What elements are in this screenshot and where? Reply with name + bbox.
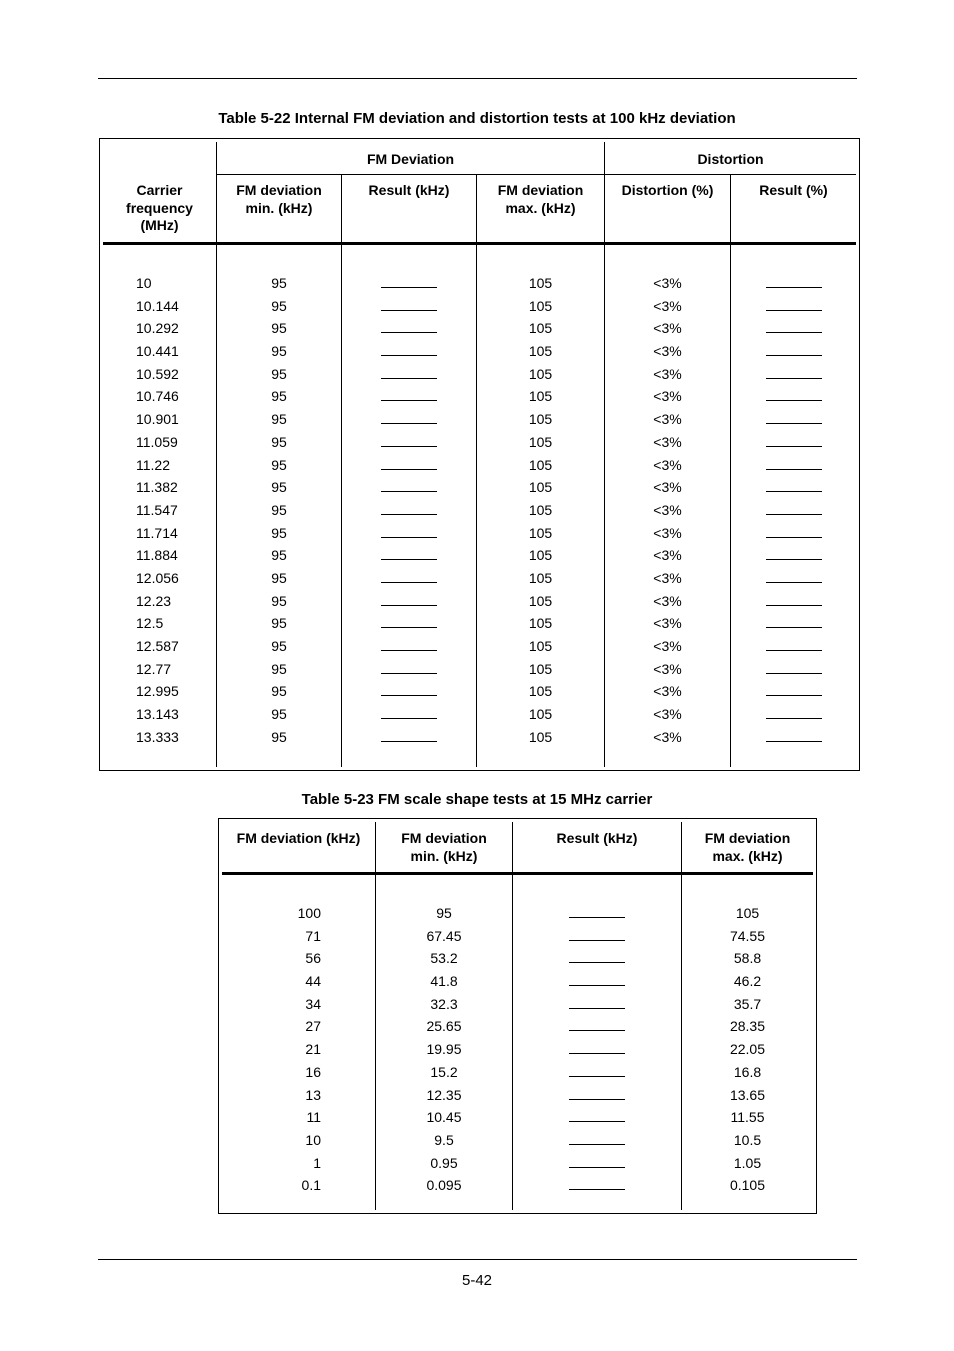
result-blank-line	[569, 1107, 625, 1122]
result-entry[interactable]	[513, 1038, 681, 1061]
dev-max-cell: 105	[528, 479, 553, 496]
result-pct-entry[interactable]	[731, 363, 856, 386]
result-blank-line	[381, 341, 437, 356]
result-pct-entry[interactable]	[731, 317, 856, 340]
dev-max-cell: 46.2	[733, 973, 762, 990]
result-khz-entry[interactable]	[342, 272, 476, 295]
result-blank-line	[766, 659, 822, 674]
result-pct-entry[interactable]	[731, 726, 856, 749]
result-pct-entry[interactable]	[731, 272, 856, 295]
result-entry[interactable]	[513, 947, 681, 970]
distortion-header-cell	[605, 175, 731, 243]
result-entry[interactable]	[513, 1061, 681, 1084]
dev-max-cell: 105	[528, 706, 553, 723]
dev-max-cell: 105	[528, 547, 553, 564]
dev-max-cell: 105	[528, 569, 553, 586]
carrier-frequency-cell: 12.5	[136, 615, 164, 632]
carrier-frequency-cell: 10.901	[136, 411, 179, 428]
result-khz-entry[interactable]	[342, 476, 476, 499]
carrier-frequency-cell: 11.884	[136, 547, 178, 564]
dev-max-cell: 105	[528, 592, 553, 609]
carrier-frequency-cell: 11.22	[136, 456, 170, 473]
result-blank-line	[569, 1085, 625, 1100]
dev-max-cell: 10.5	[733, 1131, 762, 1148]
result-khz-entry[interactable]	[342, 658, 476, 681]
dev-max-header: FM deviation max. (kHz)	[497, 182, 584, 216]
result-pct-entry[interactable]	[731, 544, 856, 567]
distortion-limit-cell: <3%	[653, 297, 682, 314]
result-khz-entry[interactable]	[342, 385, 476, 408]
result-khz-entry[interactable]	[342, 295, 476, 318]
result-entry[interactable]	[513, 1129, 681, 1152]
result-blank-line	[766, 455, 822, 470]
distortion-limit-cell: <3%	[653, 524, 682, 541]
result-pct-entry[interactable]	[731, 590, 856, 613]
carrier-frequency-cell: 13.333	[136, 728, 179, 745]
result-blank-line	[766, 500, 822, 515]
dev-min-cell: 95	[436, 905, 452, 921]
t23-min-header: FM deviation min. (kHz)	[401, 830, 487, 864]
result-entry[interactable]	[513, 925, 681, 948]
dev-min-cell: 0.95	[430, 1154, 458, 1171]
result-blank-line	[766, 296, 822, 311]
result-khz-entry[interactable]	[342, 544, 476, 567]
result-pct-entry[interactable]	[731, 680, 856, 703]
dev-min-cell: 95	[271, 728, 287, 745]
result-entry[interactable]	[513, 1106, 681, 1129]
dev-max-cell: 11.55	[730, 1109, 765, 1126]
dev-max-cell: 105	[528, 683, 553, 700]
result-blank-line	[381, 523, 437, 538]
dev-min-cell: 95	[271, 479, 287, 496]
result-blank-line	[381, 296, 437, 311]
result-blank-line	[766, 636, 822, 651]
result-blank-line	[569, 1175, 625, 1190]
result-blank-line	[766, 432, 822, 447]
dev-min-cell: 95	[271, 638, 287, 654]
result-blank-line	[381, 681, 437, 696]
result-blank-line	[381, 364, 437, 379]
dev-max-header-cell	[477, 175, 605, 243]
result-blank-line	[569, 948, 625, 963]
result-khz-entry[interactable]	[342, 680, 476, 703]
result-blank-line	[381, 432, 437, 447]
result-pct-header: Result (%)	[759, 182, 828, 198]
dev-min-cell: 95	[271, 683, 287, 700]
dev-max-cell: 105	[528, 456, 553, 473]
result-blank-line	[569, 1016, 625, 1031]
dev-max-cell: 105	[528, 388, 553, 405]
dev-min-header-cell	[217, 175, 342, 243]
t23-dev-header-cell	[222, 822, 376, 873]
header-rule	[98, 78, 857, 79]
dev-min-cell: 95	[271, 569, 287, 586]
carrier-frequency-cell: 10.592	[136, 365, 179, 382]
dev-min-cell: 95	[271, 388, 287, 405]
dev-max-cell: 1.05	[733, 1154, 762, 1171]
carrier-frequency-cell: 12.587	[136, 638, 179, 654]
result-khz-header-cell	[342, 175, 477, 243]
distortion-limit-cell: <3%	[653, 411, 682, 428]
dev-min-cell: 95	[271, 524, 287, 541]
result-khz-column	[342, 243, 477, 767]
dev-max-cell: 16.8	[733, 1063, 762, 1080]
fm-deviation-cell: 0.1	[301, 1177, 321, 1194]
result-entry[interactable]	[513, 970, 681, 993]
dev-min-cell: 95	[271, 456, 287, 473]
result-blank-line	[381, 636, 437, 651]
result-blank-line	[569, 903, 625, 918]
carrier-frequency-cell: 11.714	[136, 524, 178, 541]
dev-min-cell: 95	[271, 365, 287, 382]
result-pct-header-cell	[731, 175, 856, 243]
result-khz-entry[interactable]	[342, 612, 476, 635]
dev-min-cell: 95	[271, 615, 287, 632]
distortion-limit-cell: <3%	[653, 433, 682, 450]
dev-max-column	[477, 243, 605, 767]
result-khz-entry[interactable]	[342, 567, 476, 590]
t23-max-header: FM deviation max. (kHz)	[704, 830, 791, 864]
distortion-limit-cell: <3%	[653, 706, 682, 723]
result-blank-line	[381, 477, 437, 492]
dev-min-cell: 32.3	[430, 995, 458, 1012]
result-blank-line	[766, 591, 822, 606]
dev-max-cell: 35.7	[733, 995, 762, 1012]
fm-deviation-cell: 11	[306, 1109, 321, 1126]
result-blank-line	[569, 1039, 625, 1054]
result-pct-entry[interactable]	[731, 522, 856, 545]
result-entry[interactable]	[513, 1152, 681, 1175]
result-entry[interactable]	[513, 902, 681, 925]
result-blank-line	[381, 455, 437, 470]
distortion-limit-cell: <3%	[653, 569, 682, 586]
result-blank-line	[766, 273, 822, 288]
carrier-frequency-cell: 10.441	[136, 343, 179, 360]
distortion-limit-cell: <3%	[653, 320, 682, 337]
fm-deviation-cell: 1	[313, 1154, 321, 1171]
carrier-frequency-cell: 12.056	[136, 569, 179, 586]
distortion-limit-cell: <3%	[653, 592, 682, 609]
result-entry[interactable]	[513, 1015, 681, 1038]
carrier-frequency-cell: 10.746	[136, 388, 179, 405]
result-blank-line	[766, 613, 822, 628]
carrier-header: Carrier frequency (MHz)	[126, 182, 193, 233]
result-blank-line	[766, 727, 822, 742]
dev-min-cell: 95	[271, 343, 287, 360]
result-pct-entry[interactable]	[731, 635, 856, 658]
result-pct-entry[interactable]	[731, 295, 856, 318]
dev-min-cell: 95	[271, 297, 287, 314]
result-khz-entry[interactable]	[342, 317, 476, 340]
distortion-limit-cell: <3%	[653, 479, 682, 496]
dev-max-cell: 0.105	[729, 1177, 766, 1194]
carrier-frequency-cell: 11.059	[136, 433, 178, 450]
result-khz-entry[interactable]	[342, 408, 476, 431]
fm-deviation-cell: 44	[305, 973, 321, 990]
distortion-limit-cell: <3%	[653, 638, 682, 654]
dev-max-cell: 105	[528, 411, 553, 428]
result-khz-header: Result (kHz)	[368, 182, 450, 198]
result-blank-line	[569, 1130, 625, 1145]
dev-min-column	[217, 243, 342, 767]
result-pct-entry[interactable]	[731, 612, 856, 635]
dev-max-cell: 105	[528, 343, 553, 360]
result-blank-line	[381, 318, 437, 333]
fm-deviation-cell: 56	[305, 950, 321, 967]
result-blank-line	[766, 318, 822, 333]
distortion-limit-cell: <3%	[653, 456, 682, 473]
result-pct-entry[interactable]	[731, 658, 856, 681]
dev-max-cell: 105	[528, 433, 553, 450]
result-blank-line	[569, 1153, 625, 1168]
t23-result-header: Result (kHz)	[556, 830, 638, 846]
dev-max-cell: 105	[528, 638, 553, 654]
result-blank-line	[569, 1062, 625, 1077]
distortion-limit-cell: <3%	[653, 343, 682, 360]
result-blank-line	[766, 681, 822, 696]
result-blank-line	[766, 386, 822, 401]
dev-min-cell: 12.35	[426, 1086, 462, 1103]
result-pct-entry[interactable]	[731, 385, 856, 408]
result-khz-entry[interactable]	[342, 363, 476, 386]
result-blank-line	[766, 409, 822, 424]
carrier-frequency-cell: 10.144	[136, 297, 179, 314]
carrier-frequency-cell: 11.547	[136, 501, 178, 518]
dev-max-cell: 105	[528, 501, 553, 518]
fm-deviation-cell: 21	[305, 1041, 321, 1058]
distortion-column	[605, 243, 731, 767]
fm-deviation-cell: 71	[305, 927, 321, 944]
result-pct-entry[interactable]	[731, 431, 856, 454]
result-blank-line	[766, 477, 822, 492]
dev-min-cell: 95	[271, 411, 287, 428]
distortion-header: Distortion (%)	[621, 182, 714, 198]
t23-min-header-cell	[376, 822, 513, 873]
result-pct-entry[interactable]	[731, 567, 856, 590]
distortion-group-cell	[605, 142, 856, 175]
dev-max-cell: 105	[528, 615, 553, 632]
result-blank-line	[569, 971, 625, 986]
distortion-limit-cell: <3%	[653, 275, 682, 291]
result-khz-entry[interactable]	[342, 499, 476, 522]
dev-max-cell: 105	[528, 365, 553, 382]
result-blank-line	[766, 568, 822, 583]
result-khz-entry[interactable]	[342, 590, 476, 613]
result-pct-entry[interactable]	[731, 454, 856, 477]
result-pct-entry[interactable]	[731, 408, 856, 431]
distortion-limit-cell: <3%	[653, 547, 682, 564]
result-khz-entry[interactable]	[342, 726, 476, 749]
result-blank-line	[381, 409, 437, 424]
t23-min-column	[376, 873, 513, 1210]
dev-min-cell: 95	[271, 275, 287, 291]
dev-max-cell: 105	[528, 297, 553, 314]
table-5-23-caption: Table 5-23 FM scale shape tests at 15 MHz carrier	[301, 791, 653, 808]
dev-max-cell: 105	[528, 660, 553, 677]
dev-min-cell: 25.65	[426, 1018, 462, 1035]
distortion-group-header: Distortion	[697, 151, 764, 167]
dev-max-cell: 58.8	[733, 950, 762, 967]
result-blank-line	[766, 523, 822, 538]
result-blank-line	[381, 727, 437, 742]
t23-max-column	[682, 873, 813, 1210]
result-pct-column	[731, 243, 856, 767]
result-khz-entry[interactable]	[342, 522, 476, 545]
result-blank-line	[381, 386, 437, 401]
distortion-limit-cell: <3%	[653, 660, 682, 677]
dev-max-cell: 74.55	[729, 927, 766, 944]
table-5-23	[218, 818, 817, 1214]
result-pct-entry[interactable]	[731, 476, 856, 499]
result-khz-entry[interactable]	[342, 340, 476, 363]
result-pct-entry[interactable]	[731, 499, 856, 522]
carrier-frequency-cell: 10	[136, 275, 152, 291]
dev-min-cell: 95	[271, 320, 287, 337]
dev-max-cell: 105	[528, 728, 553, 745]
dev-min-cell: 19.95	[426, 1041, 462, 1058]
fm-deviation-cell: 16	[305, 1063, 321, 1080]
result-blank-line	[766, 545, 822, 560]
dev-min-cell: 9.5	[434, 1131, 454, 1148]
result-blank-line	[766, 341, 822, 356]
distortion-limit-cell: <3%	[653, 683, 682, 700]
dev-min-cell: 95	[271, 547, 287, 564]
t23-dev-column	[222, 873, 376, 1210]
fm-deviation-cell: 34	[305, 995, 321, 1012]
result-blank-line	[381, 273, 437, 288]
result-khz-entry[interactable]	[342, 431, 476, 454]
fm-deviation-cell: 13	[305, 1086, 321, 1103]
result-blank-line	[381, 500, 437, 515]
dev-min-cell: 95	[271, 592, 287, 609]
dev-max-cell: 13.65	[729, 1086, 766, 1103]
result-entry[interactable]	[513, 1174, 681, 1197]
result-blank-line	[381, 568, 437, 583]
dev-max-cell: 105	[528, 524, 553, 541]
result-blank-line	[569, 994, 625, 1009]
dev-max-cell: 105	[528, 275, 553, 291]
carrier-frequency-cell: 10.292	[136, 320, 179, 337]
carrier-frequency-cell: 13.143	[136, 706, 179, 723]
result-blank-line	[381, 613, 437, 628]
page-number: 5-42	[461, 1272, 493, 1289]
distortion-limit-cell: <3%	[653, 728, 682, 745]
t23-result-header-cell	[513, 822, 682, 873]
distortion-limit-cell: <3%	[653, 365, 682, 382]
distortion-limit-cell: <3%	[653, 501, 682, 518]
dev-max-cell: 105	[528, 320, 553, 337]
result-entry[interactable]	[513, 1084, 681, 1107]
dev-min-cell: 0.095	[426, 1177, 462, 1194]
t23-max-header-cell	[682, 822, 813, 873]
carrier-frequency-cell: 12.23	[136, 592, 172, 609]
dev-min-header: FM deviation min. (kHz)	[236, 182, 322, 216]
dev-min-cell: 53.2	[430, 950, 458, 967]
result-blank-line	[381, 545, 437, 560]
result-blank-line	[766, 704, 822, 719]
fm-deviation-group-header: FM Deviation	[366, 151, 455, 167]
fm-deviation-cell: 10	[305, 1131, 321, 1148]
t23-dev-header: FM deviation (kHz)	[236, 830, 361, 846]
result-blank-line	[381, 659, 437, 674]
result-khz-entry[interactable]	[342, 454, 476, 477]
fm-deviation-group-cell	[217, 142, 605, 175]
carrier-frequency-cell: 12.77	[136, 660, 172, 677]
carrier-frequency-cell: 11.382	[136, 479, 178, 496]
result-blank-line	[569, 926, 625, 941]
result-blank-line	[381, 591, 437, 606]
dev-min-cell: 95	[271, 501, 287, 518]
dev-min-cell: 95	[271, 706, 287, 723]
result-entry[interactable]	[513, 993, 681, 1016]
dev-min-cell: 15.2	[430, 1063, 458, 1080]
fm-deviation-cell: 27	[305, 1018, 321, 1035]
result-blank-line	[381, 704, 437, 719]
table-5-22	[99, 138, 860, 771]
dev-min-cell: 10.45	[426, 1109, 462, 1126]
distortion-limit-cell: <3%	[653, 615, 682, 632]
dev-max-cell: 105	[735, 905, 760, 921]
distortion-limit-cell: <3%	[653, 388, 682, 405]
carrier-frequency-cell: 12.995	[136, 683, 179, 700]
result-pct-entry[interactable]	[731, 703, 856, 726]
carrier-column	[103, 243, 217, 767]
dev-min-cell: 67.45	[426, 927, 462, 944]
dev-max-cell: 28.35	[729, 1018, 766, 1035]
dev-min-cell: 41.8	[430, 973, 458, 990]
result-pct-entry[interactable]	[731, 340, 856, 363]
carrier-header-cell	[103, 142, 217, 243]
result-blank-line	[766, 364, 822, 379]
dev-max-cell: 22.05	[729, 1041, 766, 1058]
result-khz-entry[interactable]	[342, 703, 476, 726]
dev-min-cell: 95	[271, 433, 287, 450]
t23-result-column	[513, 873, 682, 1210]
table-5-22-caption: Table 5-22 Internal FM deviation and distortion tests at 100 kHz deviation	[218, 110, 736, 127]
result-khz-entry[interactable]	[342, 635, 476, 658]
fm-deviation-cell: 100	[297, 905, 321, 921]
dev-min-cell: 95	[271, 660, 287, 677]
footer-rule	[98, 1259, 857, 1260]
